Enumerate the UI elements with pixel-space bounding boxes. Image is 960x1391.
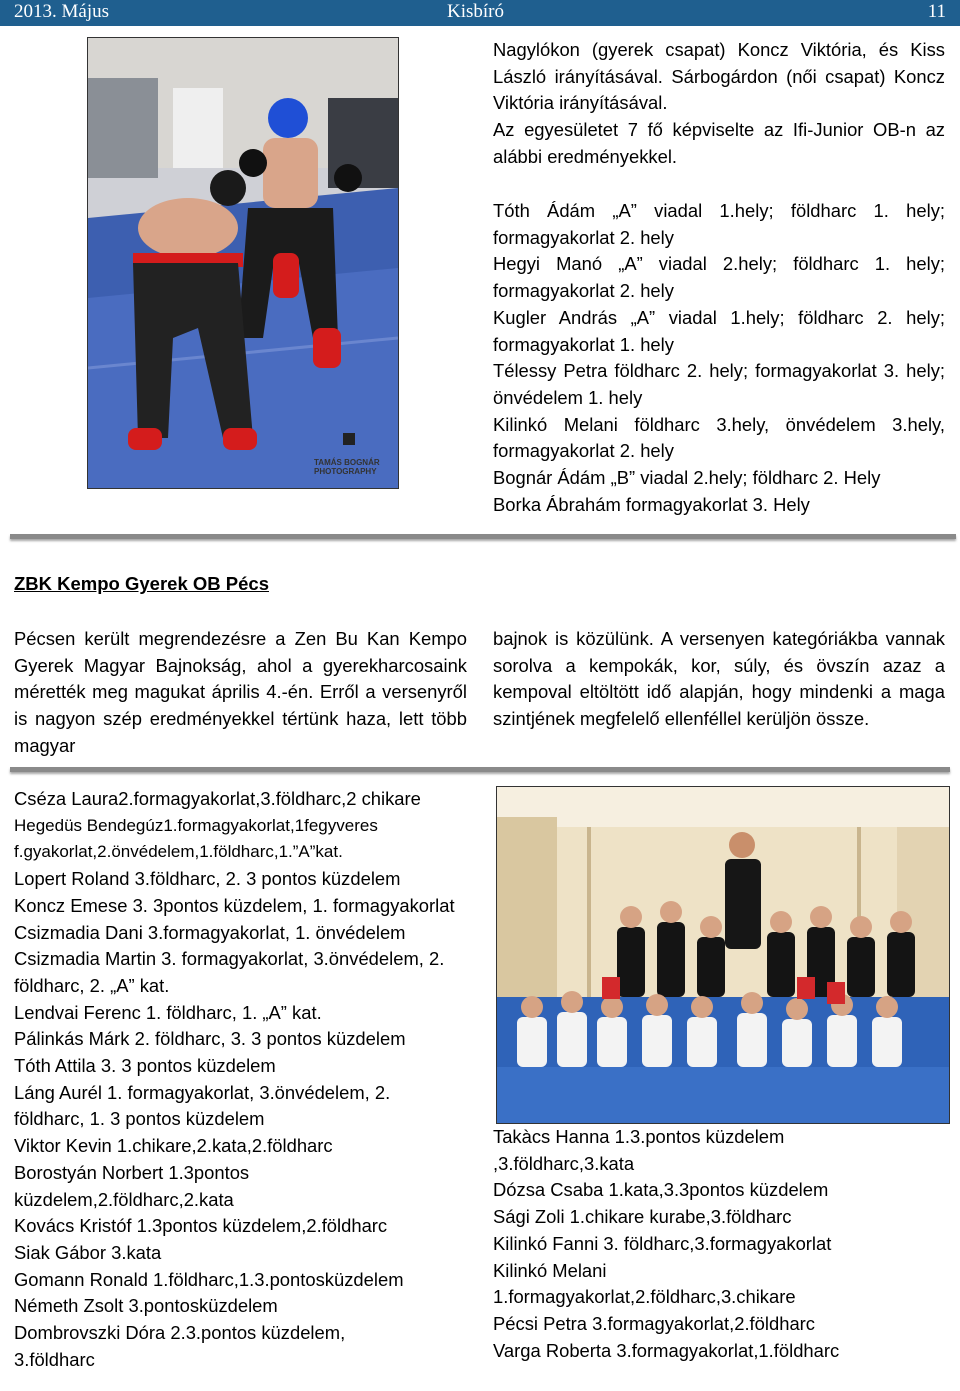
section-divider	[10, 767, 950, 772]
result-item: Kilinkó Fanni 3. földharc,3.formagyakorlat	[493, 1232, 832, 1254]
section-left-text	[14, 626, 467, 760]
result-item: Cséza Laura2.formagyakorlat,3.földharc,2 chikare	[14, 788, 421, 809]
result-item: Németh Zsolt 3.pontosküzdelem	[14, 1295, 278, 1317]
section-divider	[10, 534, 956, 539]
result-item: Varga Roberta 3.formagyakorlat,1.földharc	[493, 1339, 840, 1361]
group-photo-illustration	[497, 787, 949, 1123]
watermark-line: TAMÁS BOGNÁR	[314, 458, 380, 467]
result-item: Borostyán Norbert 1.3pontos küzdelem,2.földharc,2.kata	[14, 1161, 250, 1210]
result-item: Kovács Kristóf 1.3pontos küzdelem,2.földharc	[14, 1215, 388, 1237]
result-item: Dózsa Csaba 1.kata,3.3pontos küzdelem	[493, 1179, 829, 1201]
result-item: Tóth Attila 3. 3 pontos küzdelem	[14, 1055, 276, 1077]
result-item: Láng Aurél 1. formagyakorlat, 3.önvédelem, 2. földharc, 1. 3 pontos küzdelem	[14, 1081, 391, 1130]
result-item: Hegedüs Bendegúz1.formagyakorlat,1fegyveres f.gyakorlat,2.önvédelem,1.földharc,1.”A”kat.	[14, 815, 378, 862]
top-right-column	[493, 37, 945, 171]
section-paragraph: bajnok is közülünk. A versenyen kategóriákba vannak sorolva a kempokák, kor, súly, és övszín azaz a kempoval eltöltött idő alapján, hogy mindenki a maga szintjének megfelelő ellenféllel kerüljön össze.	[493, 628, 945, 730]
result-item: Csizmadia Martin 3. formagyakorlat, 3.önvédelem, 2. földharc, 2. „A” kat.	[14, 948, 445, 996]
result-item: Télessy Petra földharc 2. hely; formagyakorlat 3. hely; önvédelem 1. hely	[493, 360, 945, 408]
result-item: Sági Zoli 1.chikare kurabe,3.földharc	[493, 1206, 792, 1228]
result-item: Borka Ábrahám formagyakorlat 3. Hely	[493, 493, 810, 515]
gyerek-results-left	[14, 786, 474, 1373]
header-publication: Kisbíró	[447, 1, 504, 22]
page-header	[0, 0, 960, 26]
section-heading: ZBK Kempo Gyerek OB Pécs	[14, 573, 269, 594]
result-item: Lendvai Ferenc 1. földharc, 1. „A” kat.	[14, 1001, 322, 1023]
header-date: 2013. Május	[14, 1, 109, 22]
result-item: Pécsi Petra 3.formagyakorlat,2.földharc	[493, 1312, 815, 1334]
result-item: Dombrovszki Dóra 2.3.pontos küzdelem, 3.földharc	[14, 1322, 346, 1370]
watermark-line: PHOTOGRAPHY	[314, 467, 377, 476]
ifi-junior-results	[493, 198, 945, 518]
header-page-number: 11	[927, 1, 946, 22]
result-item: Tóth Ádám „A” viadal 1.hely; földharc 1. hely; formagyakorlat 2. hely	[493, 200, 945, 248]
result-item: Lopert Roland 3.földharc, 2. 3 pontos küzdelem	[14, 868, 401, 890]
result-item: Takàcs Hanna 1.3.pontos küzdelem ,3.földharc,3.kata	[493, 1126, 785, 1174]
result-item: Kilinkó Melani földharc 3.hely, önvédelem 3.hely, formagyakorlat 2. hely	[493, 413, 945, 462]
group-photo	[496, 786, 950, 1124]
gyerek-results-right	[493, 1124, 945, 1364]
result-item: Hegyi Manó „A” viadal 2.hely; földharc 1. hely; formagyakorlat 2. hely	[493, 253, 945, 302]
result-item: Gomann Ronald 1.földharc,1.3.pontosküzdelem	[14, 1268, 404, 1290]
fight-photo-illustration	[88, 38, 398, 488]
result-item: Kugler András „A” viadal 1.hely; földharc 2. hely; formagyakorlat 1. hely	[493, 306, 945, 355]
result-item: Csizmadia Dani 3.formagyakorlat, 1. önvédelem	[14, 921, 406, 943]
result-item: Koncz Emese 3. 3pontos küzdelem, 1. formagyakorlat	[14, 894, 455, 916]
intro-paragraph: Nagylókon (gyerek csapat) Koncz Viktória, és Kiss László irányításával. Sárbogárdon (női csapat) Koncz Viktória irányításával.	[493, 39, 945, 114]
photo-watermark	[314, 458, 380, 476]
result-item: Kilinkó Melani 1.formagyakorlat,2.földharc,3.chikare	[493, 1259, 796, 1308]
section-paragraph: Pécsen került megrendezésre a Zen Bu Kan Kempo Gyerek Magyar Bajnokság, ahol a gyerekharcosaink mérették meg magukat április 4.-én. Erről a versenyről is nagyon szép eredményekkel tértünk haza, lett több magyar	[14, 628, 467, 756]
section-right-text	[493, 626, 945, 733]
result-item: Bognár Ádám „B” viadal 2.hely; földharc 2. Hely	[493, 467, 881, 489]
intro-paragraph: Az egyesületet 7 fő képviselte az Ifi-Junior OB-n az alábbi eredményekkel.	[493, 119, 945, 167]
result-item: Viktor Kevin 1.chikare,2.kata,2.földharc	[14, 1135, 333, 1157]
result-item: Siak Gábor 3.kata	[14, 1241, 162, 1263]
fight-photo	[87, 37, 399, 489]
result-item: Pálinkás Márk 2. földharc, 3. 3 pontos küzdelem	[14, 1028, 406, 1050]
